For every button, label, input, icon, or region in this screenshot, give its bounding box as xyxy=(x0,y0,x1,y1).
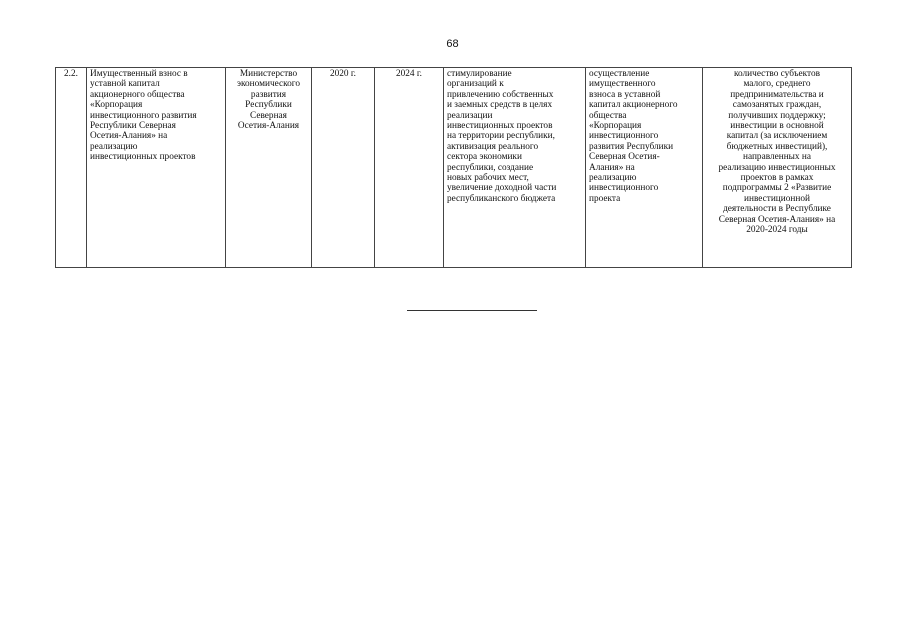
measures-table xyxy=(55,67,852,268)
cell-executor: Министерство экономического развития Республики Северная Осетия-Алания xyxy=(226,68,312,268)
cell-end-year: 2024 г. xyxy=(375,68,444,268)
cell-indicators: количество субъектов малого, среднего предпринимательства и самозанятых граждан, получивших поддержку; инвестиции в основной капитал (за исключением бюджетных инвестиций), направленных на реализацию инвестиционных проектов в рамках подпрограммы 2 «Развитие инвестиционной деятельности в Республике Северная Осетия-Алания» на 2020-2024 годы xyxy=(703,68,852,268)
cell-expected-result: стимулирование организаций к привлечению собственных и заемных средств в целях реализации инвестиционных проектов на территории республики, активизация реального сектора экономики республики, создание новых рабочих мест, увеличение доходной части республиканского бюджета xyxy=(444,68,586,268)
cell-start-year: 2020 г. xyxy=(312,68,375,268)
table-row xyxy=(56,68,852,268)
cell-main-activities: осуществление имущественного взноса в уставной капитал акционерного общества «Корпорация инвестиционного развития Республики Северная Осетия- Алания» на реализацию инвестиционного проекта xyxy=(586,68,703,268)
closing-divider-line xyxy=(407,310,537,311)
page-number: 68 xyxy=(446,38,459,50)
cell-number: 2.2. xyxy=(56,68,87,268)
cell-measure-name: Имущественный взнос в уставной капитал акционерного общества «Корпорация инвестиционного развития Республики Северная Осетия-Алания» на реализацию инвестиционных проектов xyxy=(87,68,226,268)
